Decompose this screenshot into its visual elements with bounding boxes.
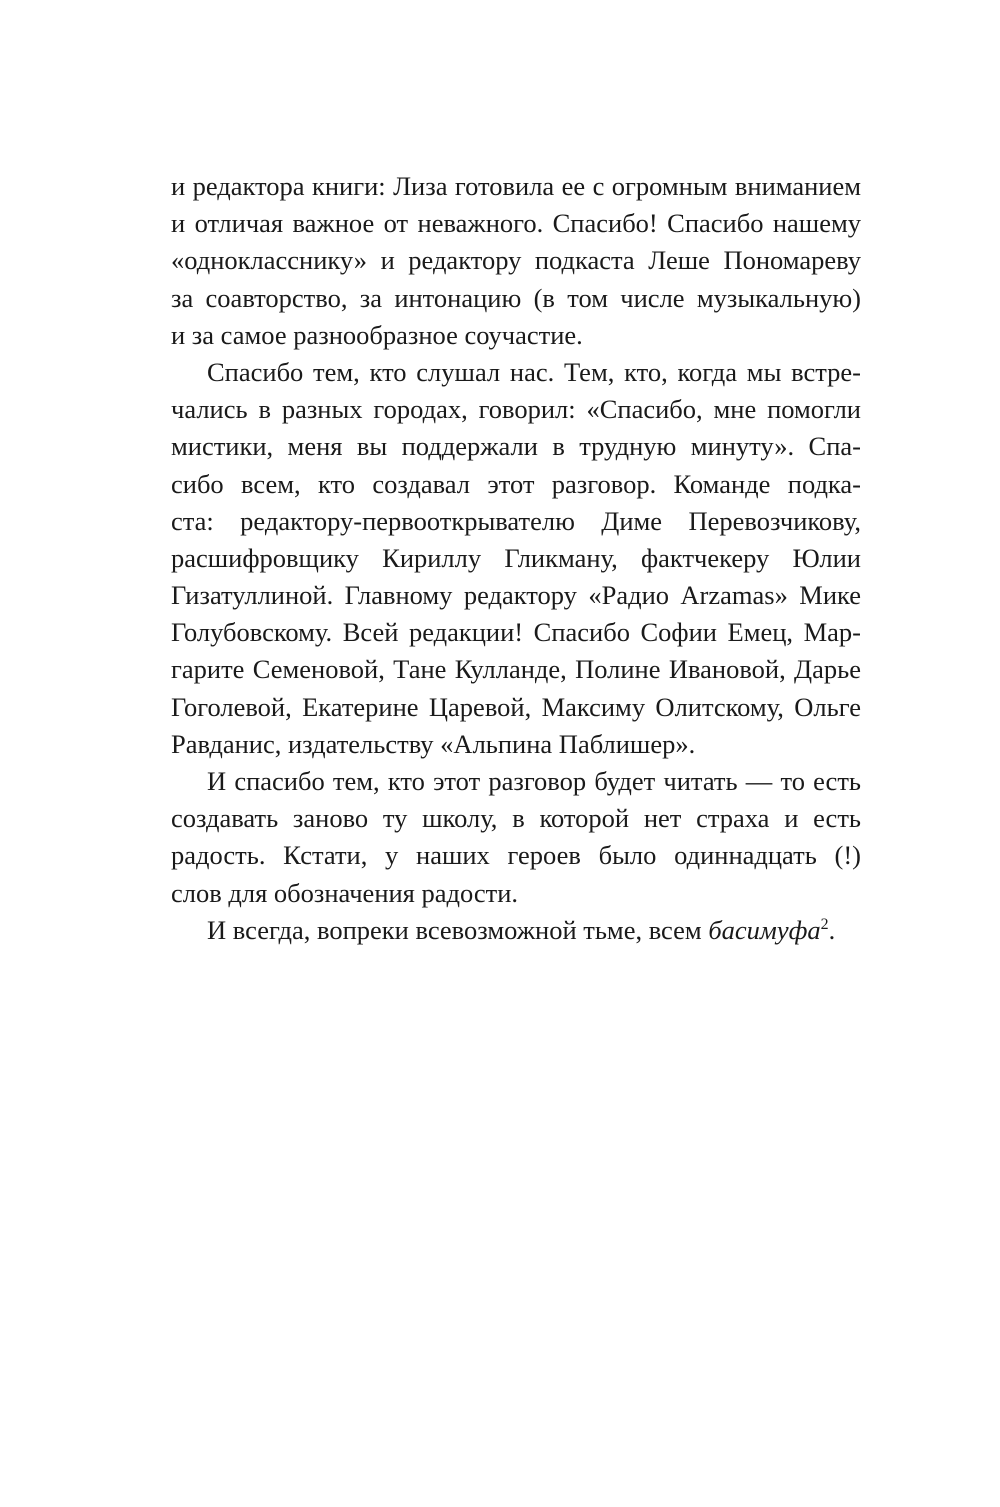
footnote-marker[interactable]: 2 <box>820 915 829 933</box>
text-line: Равданис, издательству «Альпина Паблишер». <box>171 728 696 759</box>
paragraph-3 <box>171 763 861 912</box>
closing-punctuation: . <box>828 914 836 945</box>
paragraph-4 <box>171 912 861 949</box>
text-line: за соавторство, за интонацию (в том числе музыкальную) <box>171 282 861 313</box>
text-line: чались в разных городах, говорил: «Спасибо, мне помогли <box>171 394 861 425</box>
text-line: Спасибо тем, кто слушал нас. Тем, кто, когда мы встре- <box>207 356 861 387</box>
text-line: Гоголевой, Екатерине Царевой, Максиму Олитскому, Ольге <box>171 691 861 722</box>
closing-line-text: И всегда, вопреки всевозможной тьме, всем <box>207 914 709 945</box>
text-line: создавать заново ту школу, в которой нет страха и есть <box>171 803 861 834</box>
italic-word: басимуфа <box>708 914 821 945</box>
paragraph-1 <box>171 168 861 354</box>
body-text <box>171 168 861 949</box>
text-line: гарите Семеновой, Тане Кулланде, Полине Ивановой, Дарье <box>171 654 861 685</box>
text-line: и редактора книги: Лиза готовила ее с огромным вниманием <box>171 171 861 201</box>
text-line: И спасибо тем, кто этот разговор будет читать — то есть <box>207 766 861 796</box>
text-line: мистики, меня вы поддержали в трудную минуту». Спа- <box>171 431 861 462</box>
text-line: Гизатуллиной. Главному редактору «Радио Arzamas» Мике <box>171 580 861 611</box>
text-line: слов для обозначения радости. <box>171 877 519 908</box>
text-line <box>171 912 861 949</box>
text-line: и за самое разнообразное соучастие. <box>171 319 583 350</box>
text-line: радость. Кстати, у наших героев было одиннадцать (!) <box>171 840 861 871</box>
text-line: расшифровщику Кириллу Гликману, фактчекеру Юлии <box>171 542 861 573</box>
text-line: сибо всем, кто создавал этот разговор. Команде подка- <box>171 468 861 499</box>
text-line: и отличая важное от неважного. Спасибо! Спасибо нашему <box>171 208 861 239</box>
paragraph-2 <box>171 354 861 763</box>
text-line: ста: редактору-первооткрывателю Диме Перевозчикову, <box>171 505 861 536</box>
text-line: Голубовскому. Всей редакции! Спасибо Софии Емец, Мар- <box>171 617 861 648</box>
text-line: «однокласснику» и редактору подкаста Леше Пономареву <box>171 245 861 276</box>
